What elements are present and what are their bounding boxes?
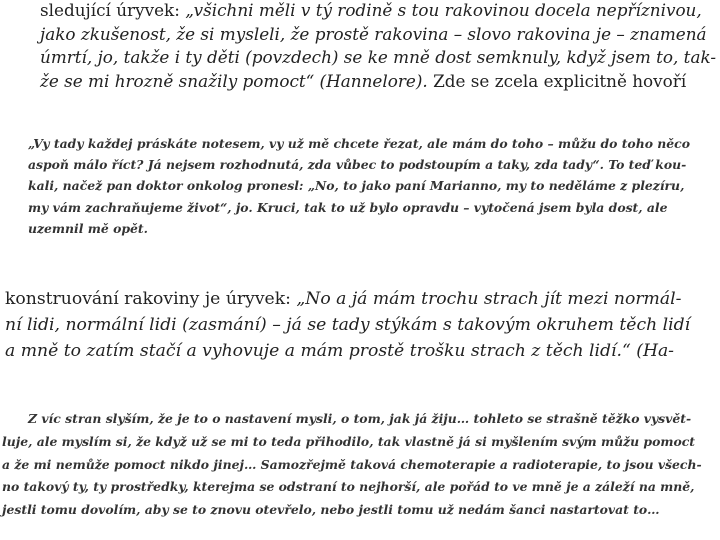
paragraph-2 [5,287,690,364]
quote-line: uzemnil mě opět. [28,220,148,236]
quote-run: „No a já mám trochu strach jít mezi normál- [296,289,682,309]
quote-line: a že mi nemůže pomoct nikdo jinej… Samozřejmě taková chemoterapie a radioterapie, to jsou všech- [2,456,702,472]
quote-line: „Vy tady každej práskáte notesem, vy už mě chcete řezat, ale mám do toho – můžu do toho něco [28,136,690,151]
text-line: úmrtí, jo, takže i ty děti (povzdech) se ke mně dost semknuly, když jsem to, tak- [40,48,717,69]
text-line: a mně to zatím stačí a vyhovuje a mám prostě trošku strach z těch lidí.“ (Ha- [5,340,674,361]
text-run: sledující úryvek: [40,1,186,21]
quote-line: luje, ale myslím si, že když už se mi to teda přihodilo, tak vlastně já si myšlením svým můžu pomoct [2,433,696,449]
quote-block-1 [28,133,690,239]
quote-run: „všichni měli v tý rodině s tou rakovinou docela nepříznivou, [185,1,702,21]
quote-line: kali, načež pan doktor onkolog pronesl: „No, to jako paní Marianno, my to neděláme z plezíru, [28,178,685,194]
text-line: jako zkušenost, že si mysleli, že prostě rakovina – slovo rakovina je – znamená [40,24,707,45]
text-line [40,71,716,95]
quote-line: jestli tomu dovolím, aby se to znovu otevřelo, nebo jestli tomu už nedám šanci nastartovat to… [2,502,660,518]
text-run: Zde se zcela explicitně hovoří [427,71,687,92]
quote-block-2 [2,408,702,522]
quote-line: no takový ty, ty prostředky, kterejma se odstraní to nejhorší, ale pořád to ve mně je a záleží na mně, [2,479,695,495]
text-line [5,287,690,313]
paragraph-1 [40,0,720,94]
text-run: konstruování rakoviny je úryvek: [5,289,297,309]
quote-line: my vám zachraňujeme život“, jo. Kruci, tak to už bylo opravdu – vytočená jsem byla dost, ale [28,199,668,215]
quote-run: že se mi hrozně snažily pomoct“ (Hannelore). [40,71,428,92]
text-line: ní lidi, normální lidi (zasmání) – já se tady stýkám s takovým okruhem těch lidí [5,314,691,335]
quote-line: aspoň málo říct? Já nejsem rozhodnutá, zda vůbec to podstoupím a taky, zda tady“. To teď kou- [28,157,687,173]
quote-line: Z víc stran slyším, že je to o nastavení mysli, o tom, jak já žiju… tohleto se strašně těžko vysvět- [28,411,692,426]
text-line [40,0,716,24]
